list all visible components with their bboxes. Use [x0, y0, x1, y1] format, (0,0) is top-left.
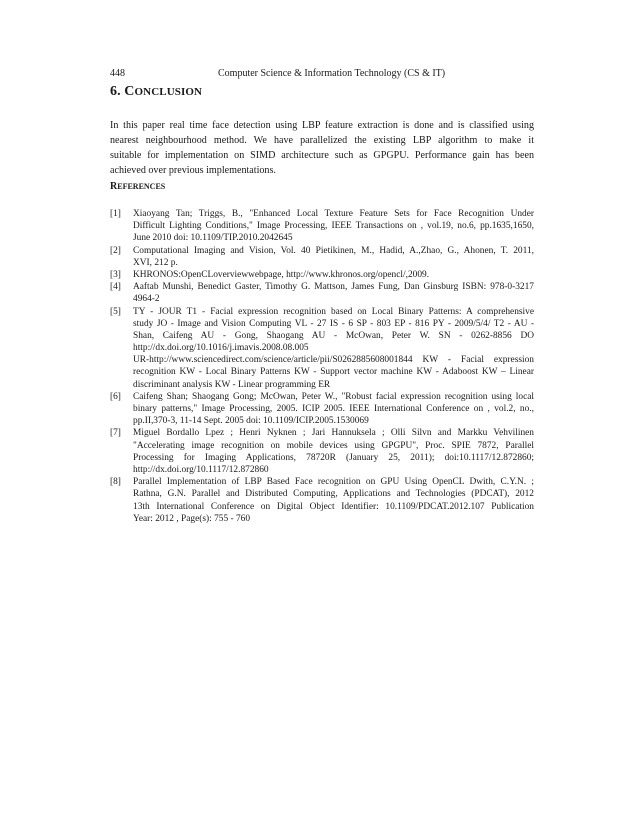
section-title-prefix: 6. C: [110, 84, 135, 99]
reference-line: binary patterns," Image Processing, 2005. ICIP 2005. IEEE International Conference on , vol.2, no.,: [133, 404, 534, 414]
references-heading-first: R: [110, 181, 118, 192]
reference-number: [7]: [110, 428, 121, 439]
references-heading: [110, 181, 165, 192]
section-title-rest: ONCLUSION: [134, 86, 203, 98]
reference-item: [110, 391, 534, 428]
reference-line: Aaftab Munshi, Benedict Gaster, Timothy G. Mattson, James Fung, Dan Ginsburg ISBN: 978-0-3217: [133, 282, 534, 293]
reference-item: [110, 476, 534, 525]
reference-line: recognition KW - Local Binary Patterns KW - Support vector machine KW - Adaboost KW – Linear: [133, 367, 534, 378]
section-title-conclusion: [110, 84, 202, 100]
reference-item: [110, 269, 534, 281]
running-header: [110, 68, 534, 82]
reference-line: Miguel Bordallo Lpez ; Henri Nyknen ; Jari Hannuksela ; Olli Silvn and Markku Vehvilinen: [133, 428, 534, 439]
reference-line: discriminant analysis KW - Linear programming ER: [133, 379, 331, 390]
reference-line: KHRONOS:OpenCLoverviewwebpage, http://www.khronos.org/opencl/,2009.: [133, 269, 430, 280]
reference-line: 4964-2: [133, 294, 160, 305]
reference-line: Shan, Caifeng AU - Gong, Shaogang AU - McOwan, Peter W. SN - 0262-8856 DO: [133, 330, 534, 341]
reference-number: [5]: [110, 306, 121, 317]
reference-line: TY - JOUR T1 - Facial expression recognition based on Local Binary Patterns: A comprehensive: [133, 306, 534, 317]
reference-item: [110, 281, 534, 305]
reference-item: [110, 306, 534, 391]
paragraph-line: suitable for implementation on SIMD architecture such as GPGPU. Performance gain has been: [110, 150, 534, 161]
paragraph-line: In this paper real time face detection using LBP feature extraction is done and is classified using: [110, 120, 534, 131]
paragraph-line: achieved over previous implementations.: [110, 165, 276, 176]
reference-line: Year: 2012 , Page(s): 755 - 760: [133, 513, 251, 524]
reference-line: 13th International Conference on Digital Object Identifier: 10.1109/PDCAT.2012.107 Publication: [133, 501, 534, 512]
reference-line: Parallel Implementation of LBP Based Face recognition on GPU Using OpenCL Dwith, C.Y.N. ;: [133, 477, 534, 488]
reference-line: Xiaoyang Tan; Triggs, B., "Enhanced Local Texture Feature Sets for Face Recognition Under: [133, 209, 534, 219]
reference-number: [4]: [110, 282, 121, 293]
reference-item: [110, 427, 534, 476]
reference-line: Processing for Imaging Applications, 78720R (January 25, 2011); doi:10.1117/12.872860;: [133, 452, 534, 463]
conclusion-paragraph: [110, 118, 534, 178]
references-heading-rest: EFERENCES: [117, 182, 166, 191]
reference-line: http://dx.doi.org/10.1117/12.872860: [133, 464, 269, 475]
reference-line: Difficult Lighting Conditions," Image Processing, IEEE Transactions on , vol.19, no.6, pp.1635,1650,: [133, 221, 534, 232]
reference-number: [6]: [110, 391, 121, 402]
reference-number: [3]: [110, 269, 121, 280]
reference-line: XVI, 212 p.: [133, 257, 178, 268]
reference-line: UR-http://www.sciencedirect.com/science/article/pii/S0262885608001844 KW - Facial expression: [133, 355, 534, 366]
reference-line: Caifeng Shan; Shaogang Gong; McOwan, Peter W., "Robust facial expression recognition using local: [133, 391, 534, 402]
reference-number: [8]: [110, 477, 121, 488]
references-list: [110, 208, 534, 525]
reference-item: [110, 245, 534, 269]
reference-number: [2]: [110, 245, 121, 256]
reference-line: Rathna, G.N. Parallel and Distributed Computing, Applications and Technologies (PDCAT), 2012: [133, 489, 534, 500]
reference-line: pp.II,370-3, 11-14 Sept. 2005 doi: 10.1109/ICIP.2005.1530069: [133, 416, 369, 427]
reference-item: [110, 208, 534, 245]
reference-line: Computational Imaging and Vision, Vol. 40 Pietikinen, M., Hadid, A.,Zhao, G., Ahonen, T. 2011,: [133, 245, 534, 256]
paragraph-line: nearest neighbourhood method. We have parallelized the existing LBP algorithm to make it: [110, 135, 534, 146]
reference-line: June 2010 doi: 10.1109/TIP.2010.2042645: [133, 233, 293, 244]
reference-line: http://dx.doi.org/10.1016/j.imavis.2008.08.005: [133, 343, 309, 354]
reference-line: "Accelerating image recognition on mobile devices using GPGPU", Proc. SPIE 7872, Parallel: [133, 440, 534, 451]
reference-number: [1]: [110, 209, 121, 219]
reference-line: study JO - Image and Vision Computing VL - 27 IS - 6 SP - 803 EP - 816 PY - 2009/5/4/ T2 - AU -: [133, 318, 534, 329]
journal-name: Computer Science & Information Technology (CS & IT): [218, 68, 446, 79]
page-number: 448: [110, 68, 125, 79]
